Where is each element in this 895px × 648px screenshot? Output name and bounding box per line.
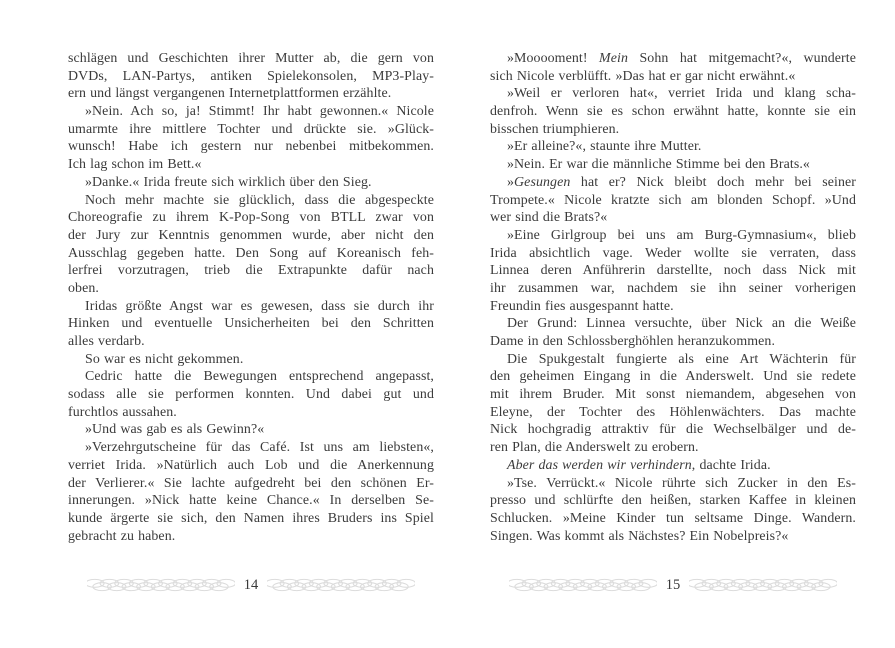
text-line: ihr zusammen war, nachdem sie ihn seiner vorherigen xyxy=(490,280,856,296)
text-line: Dame in den Schlossberghöhlen heranzukommen. xyxy=(490,334,776,349)
text-line: gebracht zu haben. xyxy=(68,528,176,544)
braid-ornament-icon xyxy=(689,578,837,592)
text-line: Cedric hatte die Bewegungen entsprechend angepasst, xyxy=(85,369,434,385)
text-line: »Und was gab es als Gewinn?« xyxy=(85,422,265,438)
page-footer xyxy=(68,577,434,593)
paragraph xyxy=(490,85,856,138)
text-line: verriet Irida. »Natürlich auch Lob und die Anerkennung xyxy=(68,457,434,473)
text-line: oben. xyxy=(68,280,99,296)
text-line: alles verdarb. xyxy=(68,334,145,349)
text-line: Noch mehr machte sie glücklich, dass die abgespeckte xyxy=(85,192,434,208)
text-line: »Nein. Ach so, ja! Stimmt! Ihr habt gewonnen.« Nicole xyxy=(85,104,434,120)
text-line: »Gesungen hat er? Nick bleibt doch mehr bei seiner xyxy=(507,174,856,190)
paragraph xyxy=(490,475,856,546)
text-line: presso und schlürfte den heißen, starken Kaffee in kleinen xyxy=(490,493,856,509)
paragraph xyxy=(68,351,434,369)
text-line: DVDs, LAN-Partys, antiken Spielekonsolen, MP3-Play- xyxy=(68,68,434,84)
braid-ornament-icon xyxy=(87,578,235,592)
text-line: »Danke.« Irida freute sich wirklich über den Sieg. xyxy=(85,174,372,190)
text-line: Der Grund: Linnea versuchte, über Nick an die Weiße xyxy=(507,316,856,332)
text-line: Singen. Was kommt als Nächstes? Ein Nobelpreis?« xyxy=(490,528,789,544)
text-line: denfroh. Wenn sie es schon erwähnt hatte, konnte sie ein xyxy=(490,104,856,120)
text-line: sodass alle sie performen konnten. Und dabei gut und xyxy=(68,387,434,403)
paragraph xyxy=(68,50,434,103)
text-line: Choreografie zu ihrem K-Pop-Song von BTLL zwar von xyxy=(68,210,434,226)
text-line: der Verlierer.« Sie lachte aufgedreht bei den schönen Er- xyxy=(68,475,434,491)
book-page-right xyxy=(490,50,856,610)
text-line: Irida absichtlich vage. Weder wollte sie verraten, dass xyxy=(490,245,856,261)
page-text-block xyxy=(68,50,434,545)
text-line: furchtlos aussahen. xyxy=(68,404,177,420)
paragraph xyxy=(490,50,856,85)
text-line: schlägen und Geschichten ihrer Mutter ab, die gern von xyxy=(68,51,434,66)
paragraph xyxy=(68,298,434,351)
page-number: 15 xyxy=(665,577,681,593)
text-line: der Jury zur Kenntnis genommen wurde, aber nicht den xyxy=(68,227,434,243)
text-line: mit ihrem Bruder. Mit sonst niemandem, abgesehen von xyxy=(490,387,856,403)
paragraph xyxy=(68,192,434,298)
paragraph xyxy=(68,439,434,545)
text-line: bisschen triumphieren. xyxy=(490,121,620,137)
page-text-block xyxy=(490,50,856,545)
text-line: Linnea deren Anführerin darstellte, noch dass Nick mit xyxy=(490,263,856,279)
text-line: »Verzehrgutscheine für das Café. Ist uns am liebsten«, xyxy=(85,440,434,456)
page-footer xyxy=(490,577,856,593)
text-line: Schlucken. »Meine Kinder tun seltsame Dinge. Wandern. xyxy=(490,510,856,526)
text-line: kunde ärgerte sie sich, den Namen ihres Bruders ins Spiel xyxy=(68,510,434,526)
paragraph xyxy=(68,103,434,174)
text-line: innerungen. »Nick hatte keine Chance.« In derselben Se- xyxy=(68,493,434,509)
text-line: »Weil er verloren hat«, verriet Irida und klang scha- xyxy=(507,86,856,102)
paragraph xyxy=(490,174,856,227)
text-line: lerfrei vorzutragen, trieb die Extrapunkte dafür nach xyxy=(68,263,434,279)
text-line: Die Spukgestalt fungierte als eine Art Wächterin für xyxy=(507,351,856,367)
text-line: wunsch! Habe ich gestern nur nebenbei mitbekommen. xyxy=(68,139,434,155)
paragraph xyxy=(490,138,856,156)
text-line: »Er alleine?«, staunte ihre Mutter. xyxy=(507,139,702,155)
text-line: den geheimen Eingang in die Anderswelt. Und sie redete xyxy=(490,369,856,385)
text-line: Iridas größte Angst war es gewesen, dass sie durch ihr xyxy=(85,298,434,314)
paragraph xyxy=(68,174,434,192)
text-line: »Mooooment! Mein Sohn hat mitgemacht?«, wunderte xyxy=(507,51,856,66)
paragraph xyxy=(490,457,856,475)
paragraph xyxy=(490,156,856,174)
braid-ornament-icon xyxy=(267,578,415,592)
paragraph xyxy=(68,368,434,421)
text-line: sich Nicole verblüfft. »Das hat er gar nicht erwähnt.« xyxy=(490,68,796,84)
text-line: wer sind die Brats?« xyxy=(490,210,608,226)
text-line: Nick hochgradig attraktiv für die Wechselbälger und de- xyxy=(490,422,856,438)
text-line: Ausschlag gegeben hatte. Den Song auf Koreanisch feh- xyxy=(68,245,434,261)
paragraph xyxy=(490,351,856,457)
text-line: Eleyne, der Tochter des Höhlenwächters. Das machte xyxy=(490,404,856,420)
paragraph xyxy=(68,421,434,439)
text-line: Freundin fies ausgespannt hatte. xyxy=(490,298,674,314)
text-line: Aber das werden wir verhindern, dachte Irida. xyxy=(507,457,771,473)
braid-ornament-icon xyxy=(509,578,657,592)
book-page-left xyxy=(68,50,434,610)
text-line: So war es nicht gekommen. xyxy=(85,351,244,367)
text-line: »Nein. Er war die männliche Stimme bei den Brats.« xyxy=(507,157,810,173)
text-line: Ich lag schon im Bett.« xyxy=(68,157,202,173)
text-line: »Tse. Verrückt.« Nicole rührte sich Zucker in den Es- xyxy=(507,475,856,491)
text-line: »Eine Girlgroup bei uns am Burg-Gymnasium«, blieb xyxy=(507,227,856,243)
text-line: umarmte ihre mittlere Tochter und drückte sie. »Glück- xyxy=(68,121,434,137)
text-line: ren Plan, die Anderswelt zu erobern. xyxy=(490,440,699,456)
text-line: Hinken und eventuelle Unsicherheiten bei den Schritten xyxy=(68,316,434,332)
text-line: ern und längst vergangenen Internetplattformen erzählte. xyxy=(68,86,392,102)
text-line: Trompete.« Nicole kratzte sich am blonden Schopf. »Und xyxy=(490,192,856,208)
paragraph xyxy=(490,227,856,315)
paragraph xyxy=(490,315,856,350)
page-number: 14 xyxy=(243,577,259,593)
